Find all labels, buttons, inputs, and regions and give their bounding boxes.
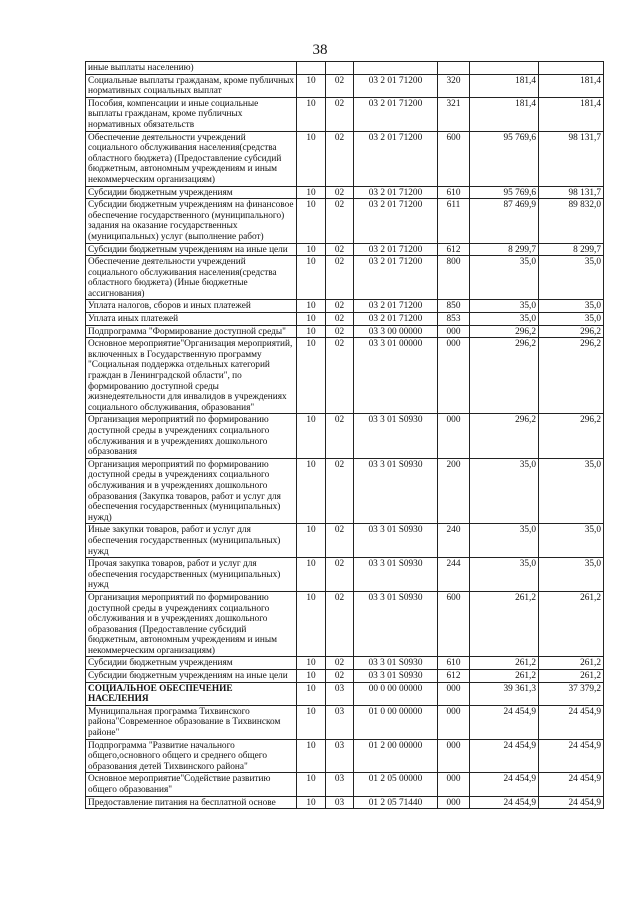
row-name: Субсидии бюджетным учреждениям на иные цели (86, 670, 297, 683)
amount-year-2: 35,0 (539, 313, 604, 326)
target-article-code: 03 3 01 S0930 (354, 524, 438, 558)
amount-year-1: 35,0 (470, 558, 539, 592)
amount-year-1: 261,2 (470, 591, 539, 657)
amount-year-1: 261,2 (470, 657, 539, 670)
subsection-code: 02 (326, 414, 354, 458)
amount-year-1: 95 769,6 (470, 131, 539, 186)
expense-type-code: 600 (438, 591, 470, 657)
expense-type-code: 000 (438, 414, 470, 458)
target-article-code: 03 2 01 71200 (354, 131, 438, 186)
target-article-code: 01 2 00 00000 (354, 739, 438, 773)
row-name: СОЦИАЛЬНОЕ ОБЕСПЕЧЕНИЕ НАСЕЛЕНИЯ (86, 682, 297, 705)
expense-type-code: 610 (438, 657, 470, 670)
expense-type-code: 321 (438, 97, 470, 131)
amount-year-1: 35,0 (470, 313, 539, 326)
expense-type-code: 000 (438, 739, 470, 773)
target-article-code: 03 2 01 71200 (354, 199, 438, 243)
amount-year-1: 95 769,6 (470, 186, 539, 199)
amount-year-2: 35,0 (539, 558, 604, 592)
amount-year-2: 98 131,7 (539, 131, 604, 186)
section-code: 10 (297, 796, 326, 809)
target-article-code: 01 2 05 71440 (354, 796, 438, 809)
amount-year-2: 37 379,2 (539, 682, 604, 705)
table-row (86, 657, 604, 670)
section-code: 10 (297, 414, 326, 458)
target-article-code: 03 2 01 71200 (354, 74, 438, 97)
row-name: Субсидии бюджетным учреждениям на иные цели (86, 243, 297, 256)
table-row (86, 414, 604, 458)
row-name: Организация мероприятий по формированию доступной среды в учреждениях социального обслуживания и в учреждениях дошкольного образования (Предоставление субсидий бюджетным, автономным учреждениям и иным некоммерческим организациям) (86, 591, 297, 657)
amount-year-2: 296,2 (539, 414, 604, 458)
target-article-code (354, 62, 438, 75)
section-code: 10 (297, 558, 326, 592)
page-number: 38 (312, 42, 328, 58)
expense-type-code: 200 (438, 458, 470, 524)
subsection-code: 02 (326, 300, 354, 313)
budget-table (85, 61, 604, 809)
row-name: Субсидии бюджетным учреждениям на финансовое обеспечение государственного (муниципального) задания на оказание государственных (муниципальных) услуг (выполнение работ) (86, 199, 297, 243)
expense-type-code: 000 (438, 682, 470, 705)
amount-year-1: 24 454,9 (470, 796, 539, 809)
subsection-code: 02 (326, 256, 354, 300)
subsection-code: 03 (326, 682, 354, 705)
row-name: Уплата иных платежей (86, 313, 297, 326)
target-article-code: 03 2 01 71200 (354, 186, 438, 199)
expense-type-code: 800 (438, 256, 470, 300)
subsection-code: 02 (326, 186, 354, 199)
expense-type-code: 000 (438, 705, 470, 739)
table-row (86, 458, 604, 524)
expense-type-code: 853 (438, 313, 470, 326)
subsection-code: 03 (326, 705, 354, 739)
expense-type-code: 000 (438, 773, 470, 796)
row-name: Социальные выплаты гражданам, кроме публичных нормативных социальных выплат (86, 74, 297, 97)
row-name: Обеспечение деятельности учреждений социального обслуживания населения(средства областного бюджета) (Иные бюджетные ассигнования) (86, 256, 297, 300)
amount-year-1: 35,0 (470, 256, 539, 300)
amount-year-2: 24 454,9 (539, 796, 604, 809)
table-row (86, 705, 604, 739)
amount-year-1: 296,2 (470, 414, 539, 458)
expense-type-code: 612 (438, 670, 470, 683)
amount-year-1: 35,0 (470, 524, 539, 558)
table-row (86, 796, 604, 809)
target-article-code: 03 2 01 71200 (354, 256, 438, 300)
section-code: 10 (297, 670, 326, 683)
table-row (86, 682, 604, 705)
subsection-code (326, 62, 354, 75)
subsection-code: 02 (326, 670, 354, 683)
section-code: 10 (297, 186, 326, 199)
row-name: Уплата налогов, сборов и иных платежей (86, 300, 297, 313)
section-code: 10 (297, 325, 326, 338)
table-row (86, 74, 604, 97)
amount-year-1: 24 454,9 (470, 739, 539, 773)
expense-type-code (438, 62, 470, 75)
row-name: Муниципальная программа Тихвинского района"Современное образование в Тихвинском районе" (86, 705, 297, 739)
amount-year-1: 24 454,9 (470, 773, 539, 796)
subsection-code: 02 (326, 74, 354, 97)
expense-type-code: 612 (438, 243, 470, 256)
target-article-code: 03 3 01 S0930 (354, 591, 438, 657)
amount-year-1: 35,0 (470, 300, 539, 313)
target-article-code: 00 0 00 00000 (354, 682, 438, 705)
table-row (86, 131, 604, 186)
section-code: 10 (297, 243, 326, 256)
target-article-code: 03 2 01 71200 (354, 313, 438, 326)
section-code: 10 (297, 773, 326, 796)
amount-year-2: 35,0 (539, 300, 604, 313)
table-row (86, 300, 604, 313)
section-code: 10 (297, 657, 326, 670)
amount-year-2: 181,4 (539, 74, 604, 97)
budget-table-body (86, 62, 604, 809)
expense-type-code: 244 (438, 558, 470, 592)
amount-year-2: 261,2 (539, 657, 604, 670)
expense-type-code: 610 (438, 186, 470, 199)
table-row (86, 558, 604, 592)
amount-year-1: 87 469,9 (470, 199, 539, 243)
target-article-code: 01 2 05 00000 (354, 773, 438, 796)
expense-type-code: 240 (438, 524, 470, 558)
amount-year-1: 35,0 (470, 458, 539, 524)
section-code: 10 (297, 74, 326, 97)
amount-year-2: 296,2 (539, 325, 604, 338)
subsection-code: 02 (326, 338, 354, 414)
row-name: Организация мероприятий по формированию доступной среды в учреждениях социального обслуживания и в учреждениях дошкольного образования (Закупка товаров, работ и услуг для обеспечения государственных (муниципальных) нужд) (86, 458, 297, 524)
table-row (86, 313, 604, 326)
target-article-code: 03 2 01 71200 (354, 97, 438, 131)
row-name: Предоставление питания на бесплатной основе (86, 796, 297, 809)
subsection-code: 02 (326, 199, 354, 243)
section-code: 10 (297, 682, 326, 705)
table-row (86, 186, 604, 199)
target-article-code: 03 3 01 S0930 (354, 458, 438, 524)
row-name: Подпрограмма "Формирование доступной среды" (86, 325, 297, 338)
table-row (86, 773, 604, 796)
subsection-code: 03 (326, 739, 354, 773)
section-code: 10 (297, 739, 326, 773)
subsection-code: 02 (326, 591, 354, 657)
amount-year-2: 181,4 (539, 97, 604, 131)
row-name: Организация мероприятий по формированию доступной среды в учреждениях социального обслуживания и в учреждениях дошкольного образования (86, 414, 297, 458)
table-row (86, 739, 604, 773)
amount-year-1: 296,2 (470, 325, 539, 338)
target-article-code: 03 2 01 71200 (354, 243, 438, 256)
amount-year-1 (470, 62, 539, 75)
amount-year-1: 181,4 (470, 74, 539, 97)
section-code: 10 (297, 256, 326, 300)
target-article-code: 03 3 00 00000 (354, 325, 438, 338)
target-article-code: 03 3 01 S0930 (354, 657, 438, 670)
expense-type-code: 000 (438, 338, 470, 414)
subsection-code: 02 (326, 243, 354, 256)
subsection-code: 02 (326, 313, 354, 326)
subsection-code: 02 (326, 524, 354, 558)
section-code: 10 (297, 199, 326, 243)
target-article-code: 03 2 01 71200 (354, 300, 438, 313)
expense-type-code: 000 (438, 796, 470, 809)
subsection-code: 02 (326, 325, 354, 338)
table-row (86, 325, 604, 338)
row-name: Обеспечение деятельности учреждений социального обслуживания населения(средства областного бюджета) (Предоставление субсидий бюджетным, автономным учреждениям и иным некоммерческим организациям) (86, 131, 297, 186)
amount-year-1: 8 299,7 (470, 243, 539, 256)
table-row (86, 670, 604, 683)
table-row (86, 62, 604, 75)
amount-year-2 (539, 62, 604, 75)
row-name: иные выплаты населению) (86, 62, 297, 75)
row-name: Подпрограмма "Развитие начального общего,основного общего и среднего общего образования детей Тихвинского района" (86, 739, 297, 773)
row-name: Прочая закупка товаров, работ и услуг для обеспечения государственных (муниципальных) нужд (86, 558, 297, 592)
row-name: Субсидии бюджетным учреждениям (86, 657, 297, 670)
section-code: 10 (297, 338, 326, 414)
amount-year-2: 24 454,9 (539, 705, 604, 739)
subsection-code: 02 (326, 458, 354, 524)
amount-year-1: 24 454,9 (470, 705, 539, 739)
expense-type-code: 600 (438, 131, 470, 186)
target-article-code: 03 3 01 S0930 (354, 414, 438, 458)
section-code: 10 (297, 524, 326, 558)
table-row (86, 256, 604, 300)
amount-year-2: 35,0 (539, 256, 604, 300)
amount-year-2: 98 131,7 (539, 186, 604, 199)
amount-year-2: 261,2 (539, 591, 604, 657)
row-name: Основное мероприятие"Содействие развитию общего образования" (86, 773, 297, 796)
table-row (86, 243, 604, 256)
subsection-code: 03 (326, 773, 354, 796)
expense-type-code: 611 (438, 199, 470, 243)
amount-year-2: 35,0 (539, 524, 604, 558)
table-row (86, 524, 604, 558)
amount-year-1: 39 361,3 (470, 682, 539, 705)
section-code: 10 (297, 591, 326, 657)
section-code: 10 (297, 705, 326, 739)
amount-year-2: 89 832,0 (539, 199, 604, 243)
amount-year-2: 8 299,7 (539, 243, 604, 256)
table-row (86, 338, 604, 414)
section-code (297, 62, 326, 75)
amount-year-2: 24 454,9 (539, 773, 604, 796)
expense-type-code: 320 (438, 74, 470, 97)
subsection-code: 02 (326, 131, 354, 186)
expense-type-code: 000 (438, 325, 470, 338)
amount-year-1: 261,2 (470, 670, 539, 683)
amount-year-1: 181,4 (470, 97, 539, 131)
row-name: Субсидии бюджетным учреждениям (86, 186, 297, 199)
table-row (86, 591, 604, 657)
target-article-code: 03 3 01 S0930 (354, 670, 438, 683)
target-article-code: 01 0 00 00000 (354, 705, 438, 739)
section-code: 10 (297, 313, 326, 326)
subsection-code: 03 (326, 796, 354, 809)
expense-type-code: 850 (438, 300, 470, 313)
amount-year-2: 24 454,9 (539, 739, 604, 773)
row-name: Основное мероприятие"Организация мероприятий, включенных в Государственную программу "Социальная поддержка отдельных категорий граждан в Ленинградской области", по формированию доступной среды жизнедеятельности для инвалидов в учреждениях социального обслуживания, образования" (86, 338, 297, 414)
section-code: 10 (297, 458, 326, 524)
table-row (86, 199, 604, 243)
amount-year-2: 35,0 (539, 458, 604, 524)
amount-year-2: 261,2 (539, 670, 604, 683)
amount-year-1: 296,2 (470, 338, 539, 414)
subsection-code: 02 (326, 657, 354, 670)
target-article-code: 03 3 01 S0930 (354, 558, 438, 592)
row-name: Пособия, компенсации и иные социальные выплаты гражданам, кроме публичных нормативных обязательств (86, 97, 297, 131)
table-row (86, 97, 604, 131)
row-name: Иные закупки товаров, работ и услуг для обеспечения государственных (муниципальных) нужд (86, 524, 297, 558)
subsection-code: 02 (326, 558, 354, 592)
amount-year-2: 296,2 (539, 338, 604, 414)
section-code: 10 (297, 97, 326, 131)
section-code: 10 (297, 300, 326, 313)
target-article-code: 03 3 01 00000 (354, 338, 438, 414)
subsection-code: 02 (326, 97, 354, 131)
section-code: 10 (297, 131, 326, 186)
